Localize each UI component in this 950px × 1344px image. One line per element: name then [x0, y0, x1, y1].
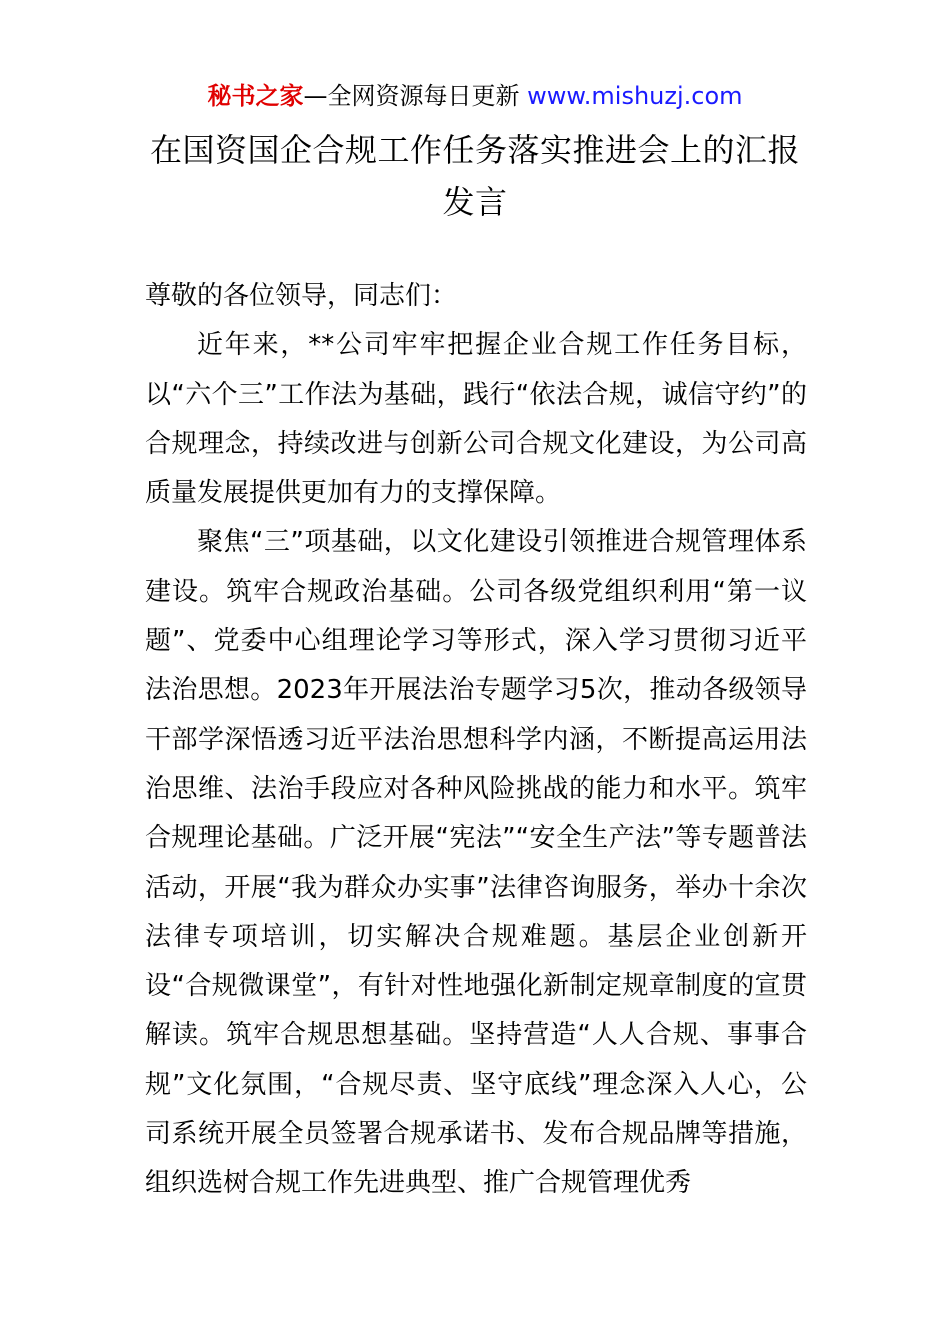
brand-name: 秘书之家: [207, 82, 304, 110]
salutation: 尊敬的各位领导，同志们：: [145, 281, 458, 311]
site-header: [0, 78, 950, 114]
paragraph: 聚焦“三”项基础，以文化建设引领推进合规管理体系建设。筑牢合规政治基础。公司各级党组织利用“第一议题”、党委中心组理论学习等形式，深入学习贯彻习近平法治思想。2023年开展法治专题学习5次，推动各级领导干部学深悟透习近平法治思想科学内涵，不断提高运用法治思维、法治手段应对各种风险挑战的能力和水平。筑牢合规理论基础。广泛开展“宪法”“安全生产法”等专题普法活动，开展“我为群众办实事”法律咨询服务，举办十余次法律专项培训，切实解决合规难题。基层企业创新开设“合规微课堂”，有针对性地强化新制定规章制度的宣贯解读。筑牢合规思想基础。坚持营造“人人合规、事事合规”文化氛围，“合规尽责、坚守底线”理念深入人心，公司系统开展全员签署合规承诺书、发布合规品牌等措施，组织选树合规工作先进典型、推广合规管理优秀: [145, 527, 807, 1199]
header-tagline: —全网资源每日更新: [303, 82, 528, 110]
paragraph: 近年来，**公司牢牢把握企业合规工作任务目标，以“六个三”工作法为基础，践行“依法合规，诚信守约”的合规理念，持续改进与创新公司合规文化建设，为公司高质量发展提供更加有力的支撑保障。: [145, 330, 807, 509]
site-url-link[interactable]: www.mishuzj.com: [527, 82, 743, 110]
document-title: 在国资国企合规工作任务落实推进会上的汇报发言: [149, 131, 800, 221]
document-body: [145, 272, 807, 1209]
